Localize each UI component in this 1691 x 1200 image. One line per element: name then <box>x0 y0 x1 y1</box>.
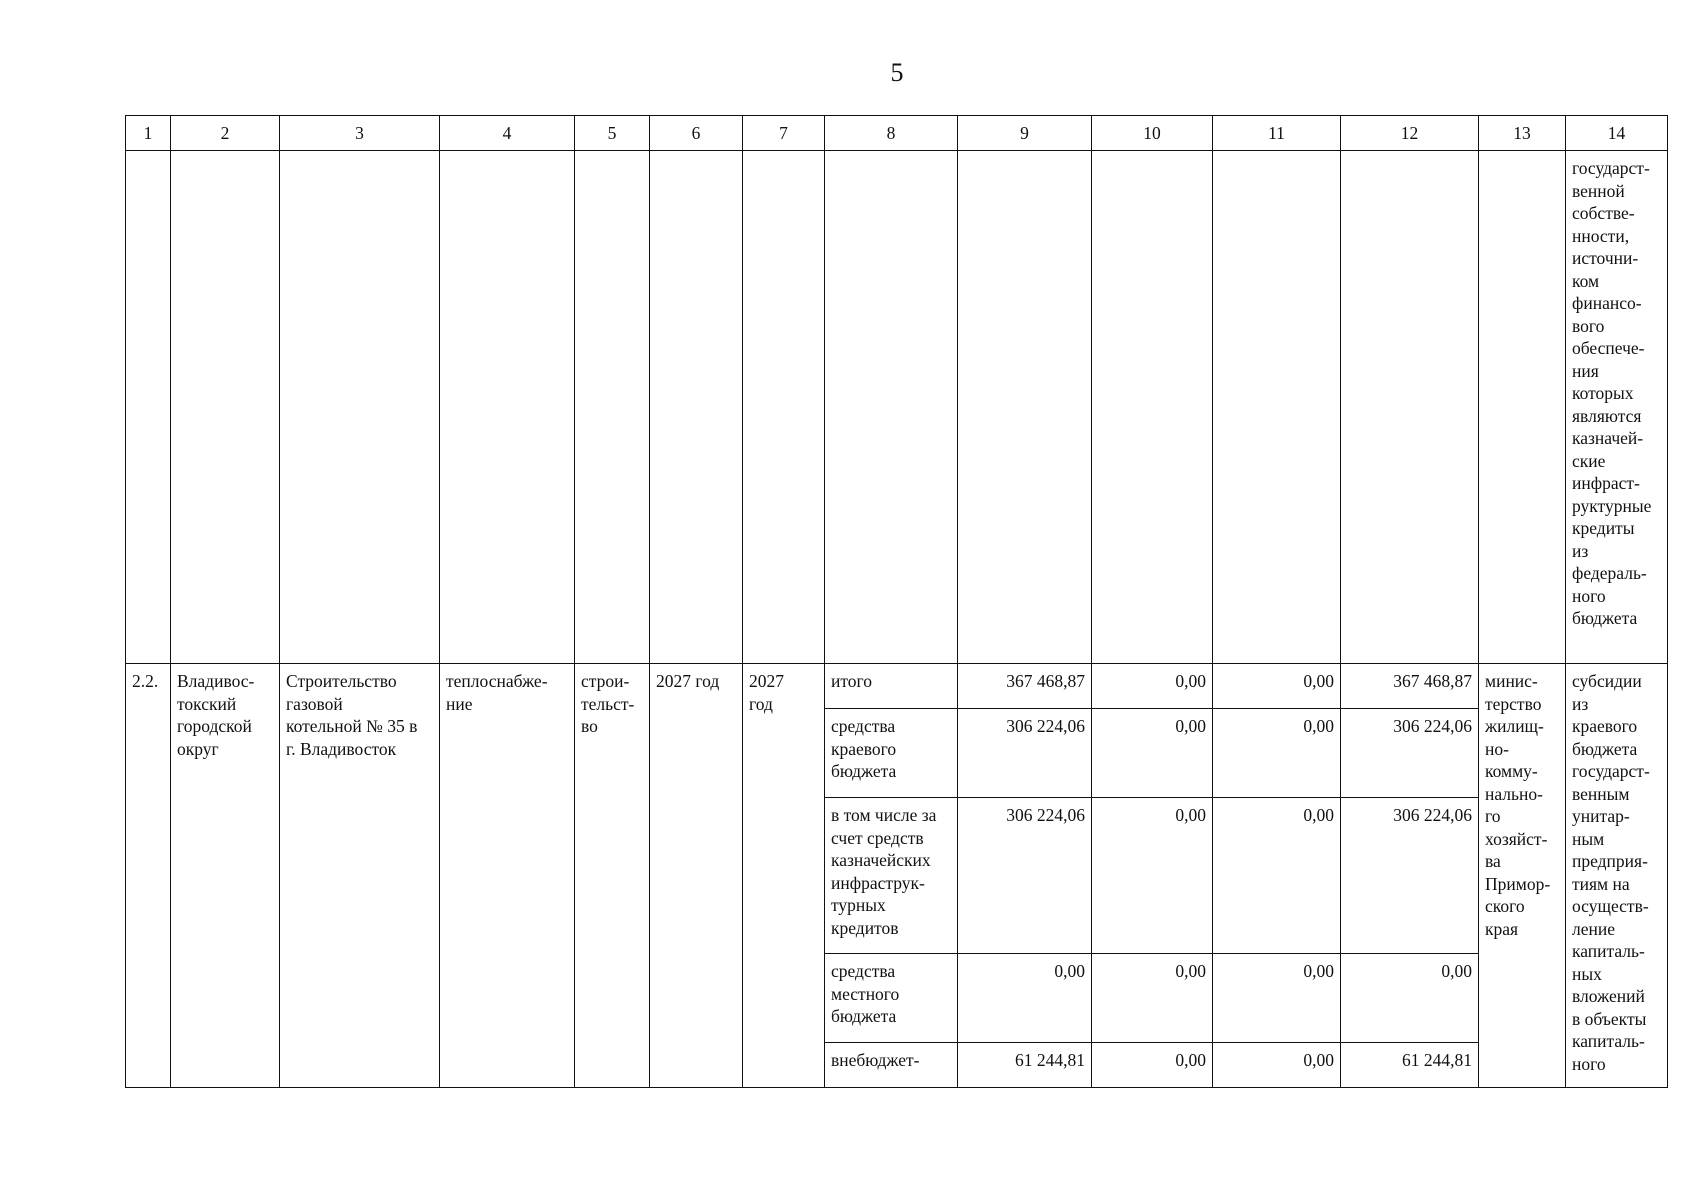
funding-source-cell <box>825 1043 958 1088</box>
amount-cell: 306 224,06 <box>958 798 1092 954</box>
amount-cell: 0,00 <box>1092 954 1213 1043</box>
continuation-text-cell <box>1566 151 1668 664</box>
start-year-cell <box>650 664 743 1088</box>
end-year-cell <box>743 664 825 1088</box>
column-header: 3 <box>280 116 440 151</box>
amount-cell: 306 224,06 <box>958 709 1092 798</box>
column-header: 5 <box>575 116 650 151</box>
entry-number-cell <box>126 664 171 1088</box>
funding-table <box>125 115 1668 1088</box>
amount-cell: 0,00 <box>1092 1043 1213 1088</box>
amount-cell: 0,00 <box>1092 709 1213 798</box>
column-header: 9 <box>958 116 1092 151</box>
amount-cell: 61 244,81 <box>1341 1043 1479 1088</box>
funding-source-cell <box>825 954 958 1043</box>
funding-source-cell <box>825 664 958 709</box>
end-year: 2027 год <box>749 671 784 714</box>
funding-source: средства краевого бюджета <box>831 716 897 781</box>
start-year: 2027 год <box>656 671 720 691</box>
funding-source: средства местного бюджета <box>831 961 900 1026</box>
funding-source: итого <box>831 671 873 691</box>
column-header: 8 <box>825 116 958 151</box>
column-number-row <box>126 116 1668 151</box>
column-header: 11 <box>1213 116 1341 151</box>
amount-cell: 0,00 <box>1213 664 1341 709</box>
object-cell <box>280 664 440 1088</box>
funding-source: в том числе за счет средств казначейских инфраструк- турных кредитов <box>831 805 937 938</box>
amount-cell: 306 224,06 <box>1341 709 1479 798</box>
municipality-name: Владивос- токский городской округ <box>177 671 255 759</box>
municipality-cell <box>171 664 280 1088</box>
column-header: 13 <box>1479 116 1566 151</box>
amount-cell: 0,00 <box>1341 954 1479 1043</box>
amount-cell: 0,00 <box>1213 709 1341 798</box>
column-header: 2 <box>171 116 280 151</box>
sector-cell <box>440 664 575 1088</box>
funding-source: внебюджет- <box>831 1050 920 1070</box>
amount-cell: 0,00 <box>1213 1043 1341 1088</box>
column-header: 1 <box>126 116 171 151</box>
work-type: строи- тельст- во <box>581 671 635 736</box>
funding-source-cell <box>825 709 958 798</box>
amount-cell: 0,00 <box>958 954 1092 1043</box>
column-header: 6 <box>650 116 743 151</box>
amount-cell: 61 244,81 <box>958 1043 1092 1088</box>
executor-cell <box>1479 664 1566 1088</box>
amount-cell: 0,00 <box>1213 798 1341 954</box>
executor-name: минис- терство жилищ- но- комму- нально- го хозяйст- ва Примор- ского края <box>1485 671 1551 939</box>
column-header: 12 <box>1341 116 1479 151</box>
funding-source-cell <box>825 798 958 954</box>
work-type-cell <box>575 664 650 1088</box>
column-header: 7 <box>743 116 825 151</box>
funding-form-cell <box>1566 664 1668 1088</box>
column-header: 4 <box>440 116 575 151</box>
object-name: Строительство газовой котельной № 35 в г. Владивосток <box>286 671 418 759</box>
funding-form-continuation: государст- венной собстве- нности, источни- ком финансо- вого обеспече- ния которых являются казначей- ские инфраст- руктурные кредиты из федераль- ного бюджета <box>1572 158 1652 628</box>
amount-cell: 367 468,87 <box>1341 664 1479 709</box>
column-header: 14 <box>1566 116 1668 151</box>
column-header: 10 <box>1092 116 1213 151</box>
funding-form: субсидии из краевого бюджета государст- венным унитар- ным предприя- тиям на осуществ- ление капиталь- ных вложений в объекты капиталь- ного <box>1572 671 1650 1074</box>
continuation-row <box>126 151 1668 664</box>
amount-cell: 367 468,87 <box>958 664 1092 709</box>
entry-number: 2.2. <box>132 671 159 691</box>
amount-cell: 306 224,06 <box>1341 798 1479 954</box>
sector-name: теплоснабже- ние <box>446 671 548 714</box>
amount-cell: 0,00 <box>1213 954 1341 1043</box>
page-number: 5 <box>890 58 904 87</box>
table-row <box>126 664 1668 709</box>
amount-cell: 0,00 <box>1092 798 1213 954</box>
amount-cell: 0,00 <box>1092 664 1213 709</box>
